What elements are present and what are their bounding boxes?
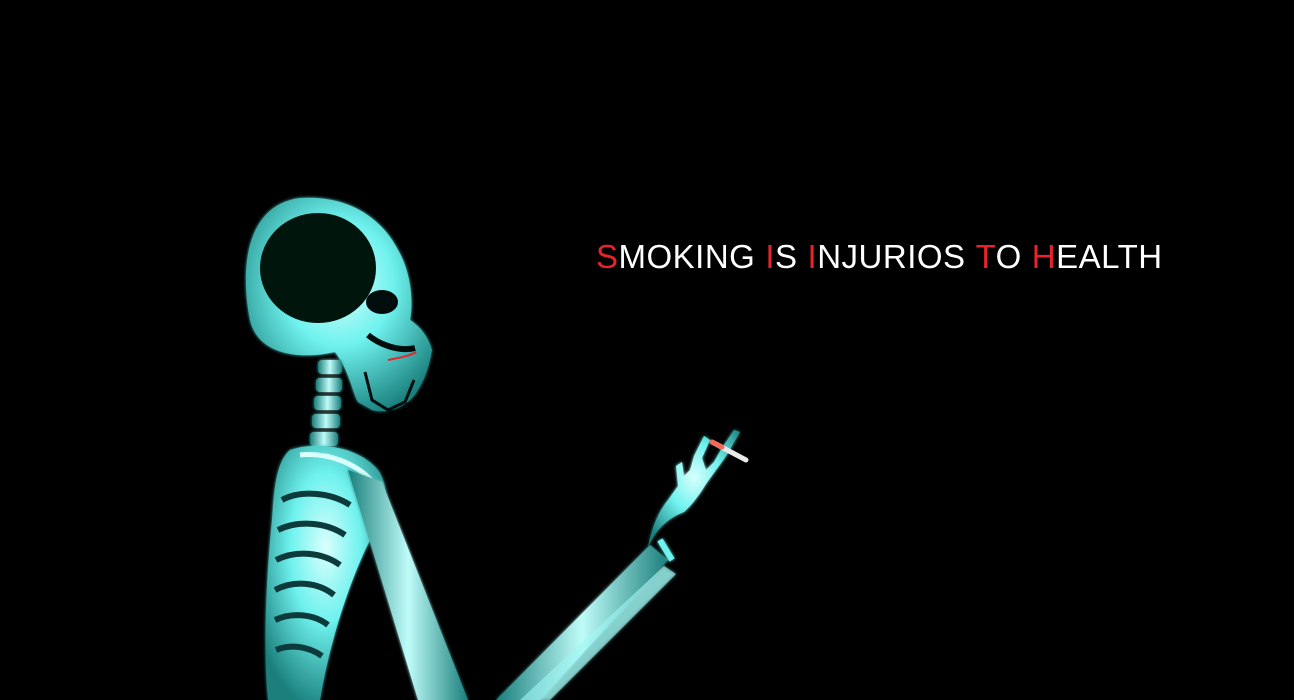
headline-word	[976, 236, 1022, 278]
spine	[310, 360, 342, 446]
headline-capital: S	[596, 238, 619, 275]
headline-word	[808, 236, 966, 278]
headline-word	[765, 236, 797, 278]
headline-rest: O	[995, 238, 1022, 275]
headline-capital: I	[807, 238, 818, 275]
headline-capital: H	[1031, 238, 1057, 275]
headline-word	[596, 236, 755, 278]
forearm	[496, 545, 676, 700]
eye-socket	[366, 290, 398, 314]
headline-rest: EALTH	[1056, 238, 1163, 275]
headline-capital: T	[975, 238, 996, 275]
upper-arm	[348, 470, 468, 700]
warning-headline	[596, 236, 1163, 278]
cranium-shadow	[260, 213, 376, 323]
right-edge-strip	[1294, 0, 1300, 700]
headline-rest: S	[775, 238, 798, 275]
headline-rest: NJURIOS	[817, 238, 966, 275]
headline-capital: I	[765, 238, 776, 275]
headline-rest: MOKING	[618, 238, 756, 275]
headline-word	[1032, 236, 1163, 278]
